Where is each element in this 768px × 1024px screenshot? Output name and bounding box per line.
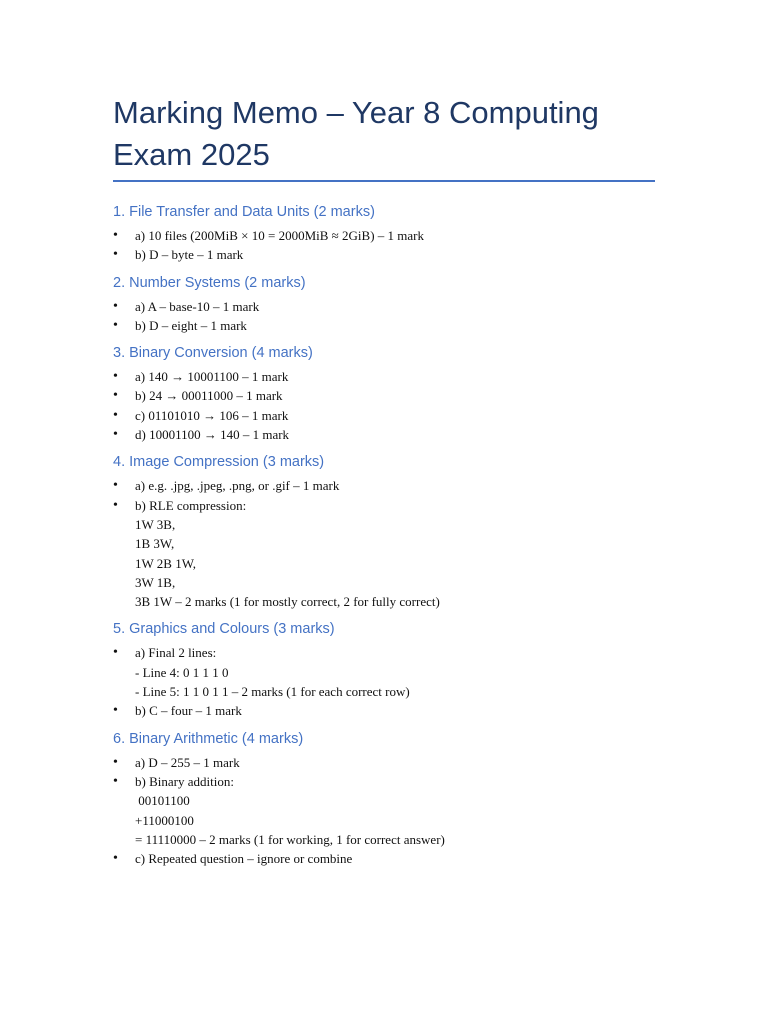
section-binary-arithmetic: [113, 728, 673, 869]
section-heading: 6. Binary Arithmetic (4 marks): [113, 730, 304, 747]
list-item: • b) 24 → 00011000 – 1 mark: [113, 386, 673, 405]
list-item: • b) RLE compression: 1W 3B, 1B 3W, 1W 2B 1W, 3W 1B, 3B 1W – 2 marks (1 for mostly correct, 2 for fully correct): [113, 496, 673, 612]
list-item: • c) Repeated question – ignore or combine: [113, 849, 673, 868]
answer-list: [113, 297, 673, 336]
section-image-compression: [113, 451, 673, 611]
list-item: • b) Binary addition: 00101100 +11000100 = 11110000 – 2 marks (1 for working, 1 for correct answer): [113, 772, 673, 849]
list-item: • b) C – four – 1 mark: [113, 701, 673, 720]
section-heading: 2. Number Systems (2 marks): [113, 274, 306, 291]
section-number-systems: [113, 272, 673, 336]
list-item: • a) e.g. .jpg, .jpeg, .png, or .gif – 1 mark: [113, 476, 673, 495]
memo-content: [113, 201, 673, 875]
section-heading: 3. Binary Conversion (4 marks): [113, 345, 313, 362]
answer-list: [113, 226, 673, 265]
answer-list: [113, 476, 673, 611]
list-item: • c) 01101010 → 106 – 1 mark: [113, 406, 673, 425]
section-heading: 1. File Transfer and Data Units (2 marks): [113, 204, 375, 220]
answer-list: [113, 643, 673, 720]
section-graphics-colours: [113, 618, 673, 720]
list-item: • a) Final 2 lines: - Line 4: 0 1 1 1 0 - Line 5: 1 1 0 1 1 – 2 marks (1 for each correct row): [113, 643, 673, 701]
section-heading: 5. Graphics and Colours (3 marks): [113, 621, 335, 638]
section-file-transfer: [113, 201, 673, 265]
list-item: • a) 10 files (200MiB × 10 = 2000MiB ≈ 2GiB) – 1 mark: [113, 226, 673, 245]
list-item: • a) 140 → 10001100 – 1 mark: [113, 367, 673, 386]
list-item: • b) D – byte – 1 mark: [113, 245, 673, 264]
list-item: • d) 10001100 → 140 – 1 mark: [113, 425, 673, 444]
section-binary-conversion: [113, 342, 673, 444]
title-underline: [113, 180, 655, 182]
list-item: • a) A – base-10 – 1 mark: [113, 297, 673, 316]
section-heading: 4. Image Compression (3 marks): [113, 454, 325, 471]
document-title: Marking Memo – Year 8 Computing Exam 2025: [113, 95, 599, 172]
list-item: • a) D – 255 – 1 mark: [113, 753, 673, 772]
answer-list: [113, 753, 673, 869]
answer-list: [113, 367, 673, 444]
list-item: • b) D – eight – 1 mark: [113, 316, 673, 335]
